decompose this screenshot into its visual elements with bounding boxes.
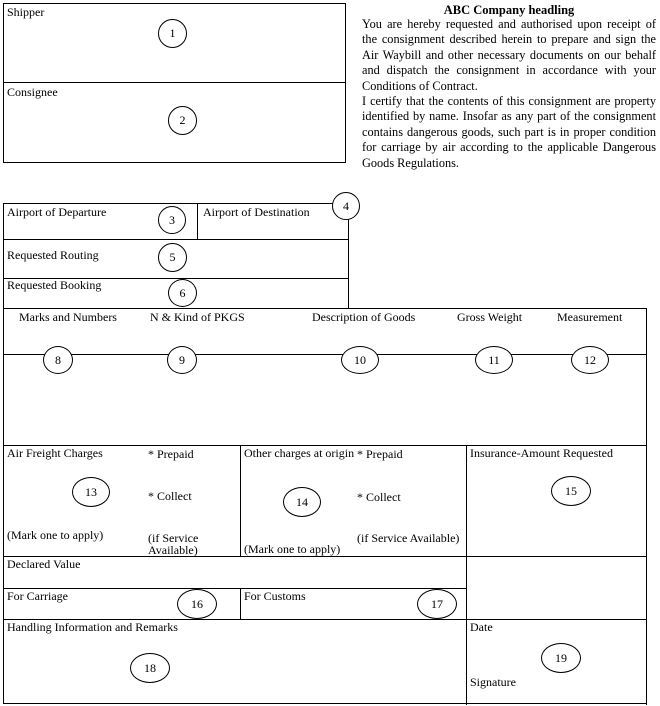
marker-12: 12 (571, 346, 609, 374)
goods-table (3, 308, 647, 446)
air-freight-if-service-2: Available) (148, 543, 198, 557)
col-marks-numbers: Marks and Numbers (19, 310, 117, 324)
marker-14: 14 (283, 487, 321, 517)
other-charges-collect[interactable]: * Collect (357, 490, 401, 504)
marker-3: 3 (158, 206, 186, 234)
marker-15: 15 (551, 476, 591, 506)
date-label: Date (470, 620, 493, 634)
other-charges-if-service: (if Service Available) (357, 531, 460, 545)
consignee-label: Consignee (7, 85, 58, 99)
col-gross-weight: Gross Weight (457, 310, 523, 324)
requested-booking-label: Requested Booking (7, 278, 102, 292)
marker-13: 13 (72, 477, 110, 507)
marker-2: 2 (168, 106, 197, 135)
declared-value-label: Declared Value (7, 557, 81, 571)
marker-8: 8 (43, 346, 73, 374)
marker-4: 4 (332, 192, 360, 220)
col-description-goods: Description of Goods (312, 310, 416, 324)
marker-9: 9 (167, 346, 197, 374)
signature-label: Signature (470, 675, 516, 689)
marker-10: 10 (341, 346, 379, 374)
marker-18: 18 (130, 653, 170, 683)
company-statement (362, 17, 656, 171)
air-freight-mark-one: (Mark one to apply) (7, 528, 104, 542)
for-customs-label: For Customs (244, 589, 306, 603)
goods-divider (3, 354, 647, 355)
airport-departure-label: Airport of Departure (7, 205, 107, 219)
marker-16: 16 (177, 589, 217, 619)
col-measurement: Measurement (557, 310, 623, 324)
other-charges-prepaid[interactable]: * Prepaid (357, 447, 403, 461)
marker-1: 1 (158, 19, 187, 48)
other-charges-label: Other charges at origin (244, 446, 355, 460)
airport-destination-label: Airport of Destination (203, 205, 310, 219)
other-charges-mark-one: (Mark one to apply) (244, 542, 341, 556)
company-title: ABC Company headling (443, 3, 575, 17)
marker-11: 11 (475, 346, 513, 374)
marker-5: 5 (158, 243, 187, 272)
requested-routing-label: Requested Routing (7, 248, 99, 262)
shipper-label: Shipper (7, 5, 45, 19)
air-freight-label: Air Freight Charges (7, 446, 103, 460)
air-freight-collect[interactable]: * Collect (148, 489, 192, 503)
handling-label: Handling Information and Remarks (7, 620, 178, 634)
air-freight-if-service-1: (if Service (148, 531, 199, 545)
marker-6: 6 (168, 279, 197, 307)
charges-divider-1 (240, 445, 241, 557)
for-carriage-label: For Carriage (7, 589, 68, 603)
marker-19: 19 (541, 643, 581, 673)
marker-17: 17 (417, 589, 457, 619)
col-kind-pkgs: N & Kind of PKGS (150, 310, 245, 324)
authorisation-text: You are hereby requested and authorised upon receipt of the consignment described herein to prepare and sign the Air Waybill and other necessary documents on our behalf and dispatch the consignment in accordance with your Conditions of Contract. (362, 17, 656, 93)
certification-text: I certify that the contents of this consignment are property identified by name. Insofar as any part of the consignment contains dangerous goods, such part is in proper condition for carriage by air according to the applicable Dangerous Goods Regulations. (362, 94, 656, 170)
air-freight-prepaid[interactable]: * Prepaid (148, 447, 194, 461)
handling-divider (466, 619, 467, 704)
insurance-label: Insurance-Amount Requested (470, 446, 613, 460)
